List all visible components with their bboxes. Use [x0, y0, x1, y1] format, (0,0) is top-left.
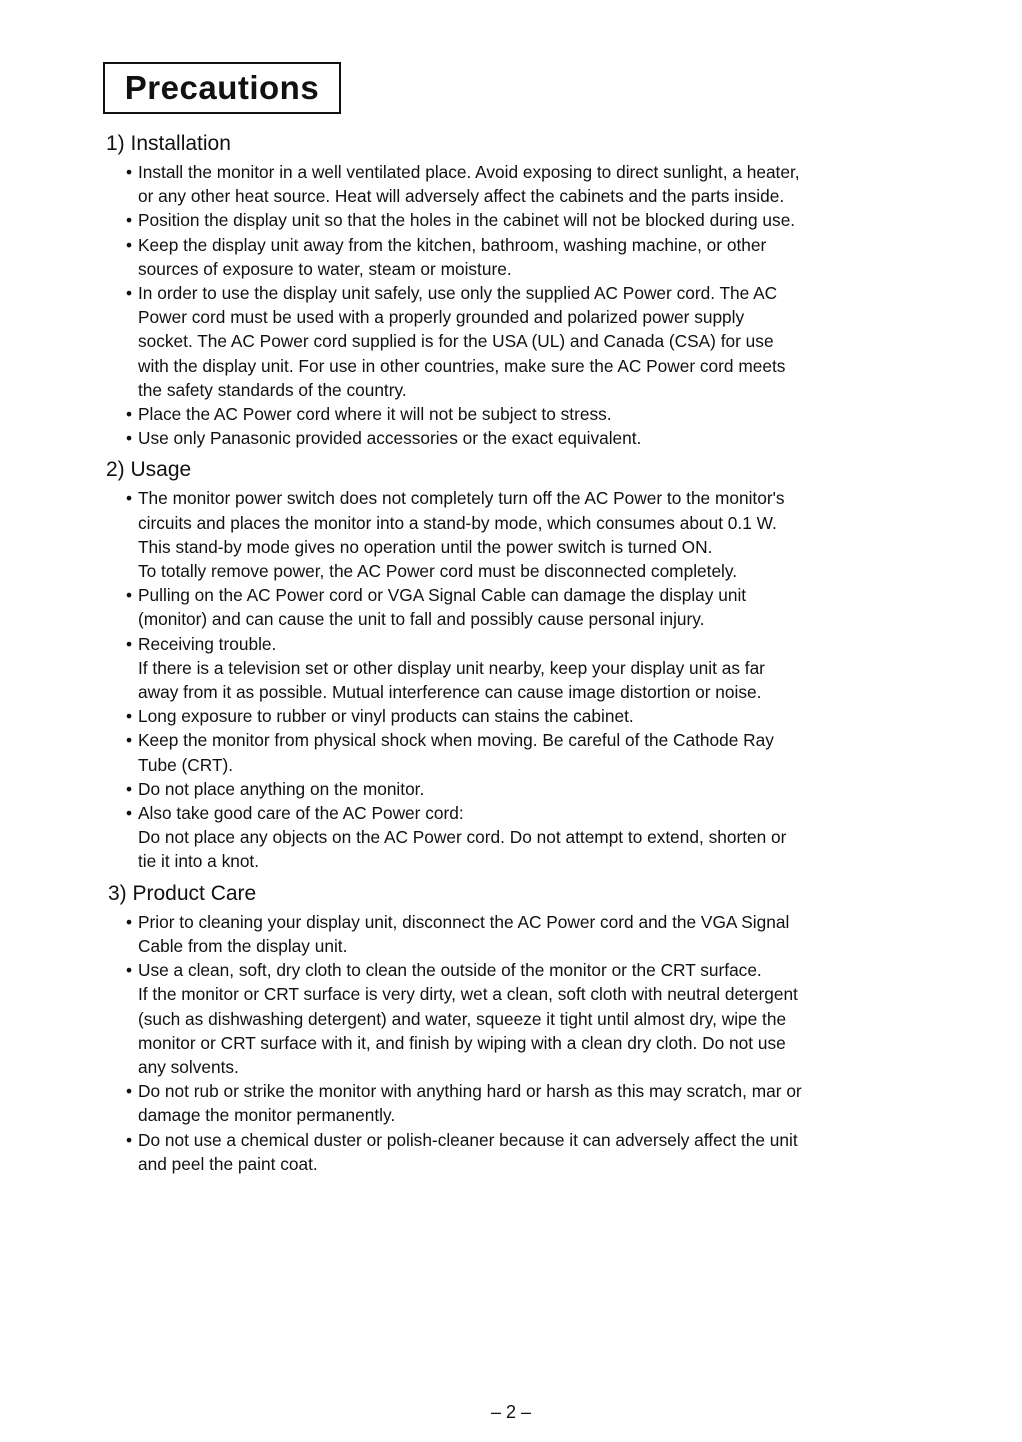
item-text-line: monitor or CRT surface with it, and finish by wiping with a clean dry cloth. Do not use [138, 1032, 786, 1053]
list-item [106, 208, 926, 232]
bullet-icon: • [126, 585, 133, 606]
item-text-line: Cable from the display unit. [138, 935, 348, 956]
bullet-icon: • [126, 488, 133, 509]
item-text-line: Do not rub or strike the monitor with anything hard or harsh as this may scratch, mar or [138, 1081, 802, 1102]
section [106, 130, 926, 450]
list-item [106, 233, 926, 281]
item-text-line: Power cord must be used with a properly grounded and polarized power supply [138, 307, 745, 328]
section [106, 880, 926, 1176]
item-text-line: (monitor) and can cause the unit to fall and possibly cause personal injury. [138, 609, 705, 630]
bullet-icon: • [126, 960, 133, 981]
list-item [106, 728, 926, 776]
list-item [106, 801, 926, 874]
item-text-line: any solvents. [138, 1056, 239, 1077]
page-number: – 2 – [490, 1402, 532, 1422]
item-text-line: the safety standards of the country. [138, 379, 407, 400]
item-text-line: tie it into a knot. [138, 851, 260, 872]
list-item [106, 281, 926, 402]
item-text-line: Keep the monitor from physical shock when moving. Be careful of the Cathode Ray [138, 730, 774, 751]
item-text-line: sources of exposure to water, steam or moisture. [138, 258, 512, 279]
list-item [106, 1128, 926, 1176]
list-item [106, 910, 926, 958]
bullet-icon: • [126, 1129, 133, 1150]
item-text-line: If there is a television set or other display unit nearby, keep your display unit as far [138, 657, 765, 678]
item-text-line: Pulling on the AC Power cord or VGA Signal Cable can damage the display unit [138, 585, 747, 606]
item-text-line: circuits and places the monitor into a stand-by mode, which consumes about 0.1 W. [138, 512, 777, 533]
bullet-icon: • [126, 162, 133, 182]
bullet-icon: • [126, 210, 133, 231]
item-text-line: Receiving trouble. [138, 633, 277, 654]
item-text-line: Position the display unit so that the holes in the cabinet will not be blocked during use. [138, 210, 796, 231]
item-text-line: Do not place anything on the monitor. [138, 778, 425, 799]
item-text-line: Prior to cleaning your display unit, disconnect the AC Power cord and the VGA Signal [138, 911, 790, 932]
item-text-line: and peel the paint coat. [138, 1153, 318, 1174]
item-text-line: Use a clean, soft, dry cloth to clean the outside of the monitor or the CRT surface. [138, 960, 762, 981]
bullet-icon: • [126, 1081, 133, 1102]
bullet-icon: • [126, 803, 133, 824]
bullet-icon: • [126, 778, 133, 799]
list-item [106, 958, 926, 1079]
item-text-line: with the display unit. For use in other countries, make sure the AC Power cord meets [138, 355, 786, 376]
list-item [106, 583, 926, 631]
item-text-line: If the monitor or CRT surface is very dirty, wet a clean, soft cloth with neutral detergent [138, 984, 798, 1005]
item-text-line: This stand-by mode gives no operation until the power switch is turned ON. [138, 536, 713, 557]
bullet-list [106, 486, 926, 873]
bullet-list [106, 160, 926, 450]
item-text-line: Long exposure to rubber or vinyl products can stains the cabinet. [138, 706, 634, 727]
item-text-line: damage the monitor permanently. [138, 1105, 396, 1126]
bullet-icon: • [126, 730, 133, 751]
list-item [106, 160, 926, 208]
item-text-line: Also take good care of the AC Power cord: [138, 803, 464, 824]
list-item [106, 704, 926, 728]
item-text-line: Install the monitor in a well ventilated place. Avoid exposing to direct sunlight, a heater, [138, 162, 800, 182]
bullet-icon: • [126, 633, 133, 654]
page-title-box [103, 62, 341, 114]
item-text-line: Place the AC Power cord where it will not be subject to stress. [138, 404, 612, 425]
section-heading: 1) Installation [106, 132, 231, 155]
list-item [106, 777, 926, 801]
bullet-icon: • [126, 234, 133, 255]
section [106, 456, 926, 873]
item-text-line: Keep the display unit away from the kitchen, bathroom, washing machine, or other [138, 234, 767, 255]
list-item [106, 402, 926, 426]
bullet-icon: • [126, 404, 133, 425]
item-text-line: (such as dishwashing detergent) and water, squeeze it tight until almost dry, wipe the [138, 1008, 787, 1029]
item-text-line: Tube (CRT). [138, 754, 234, 775]
section-heading: 3) Product Care [108, 881, 257, 905]
bullet-icon: • [126, 283, 133, 304]
page-title: Precautions [124, 69, 320, 106]
bullet-list [106, 910, 926, 1176]
precautions-sections [106, 130, 926, 1182]
bullet-icon: • [126, 706, 133, 727]
bullet-icon: • [126, 428, 133, 449]
item-text-line: The monitor power switch does not completely turn off the AC Power to the monitor's [138, 488, 785, 509]
item-text-line: In order to use the display unit safely, use only the supplied AC Power cord. The AC [138, 283, 778, 304]
item-text-line: or any other heat source. Heat will adversely affect the cabinets and the parts inside. [138, 186, 785, 207]
section-heading: 2) Usage [106, 458, 192, 482]
item-text-line: To totally remove power, the AC Power cord must be disconnected completely. [138, 561, 738, 582]
list-item [106, 632, 926, 705]
list-item [106, 426, 926, 450]
item-text-line: Do not place any objects on the AC Power cord. Do not attempt to extend, shorten or [138, 827, 787, 848]
item-text-line: socket. The AC Power cord supplied is for the USA (UL) and Canada (CSA) for use [138, 331, 774, 352]
item-text-line: Do not use a chemical duster or polish-cleaner because it can adversely affect the unit [138, 1129, 798, 1150]
item-text-line: away from it as possible. Mutual interference can cause image distortion or noise. [138, 682, 762, 703]
bullet-icon: • [126, 911, 133, 932]
list-item [106, 1079, 926, 1127]
list-item [106, 486, 926, 583]
item-text-line: Use only Panasonic provided accessories or the exact equivalent. [138, 428, 642, 449]
